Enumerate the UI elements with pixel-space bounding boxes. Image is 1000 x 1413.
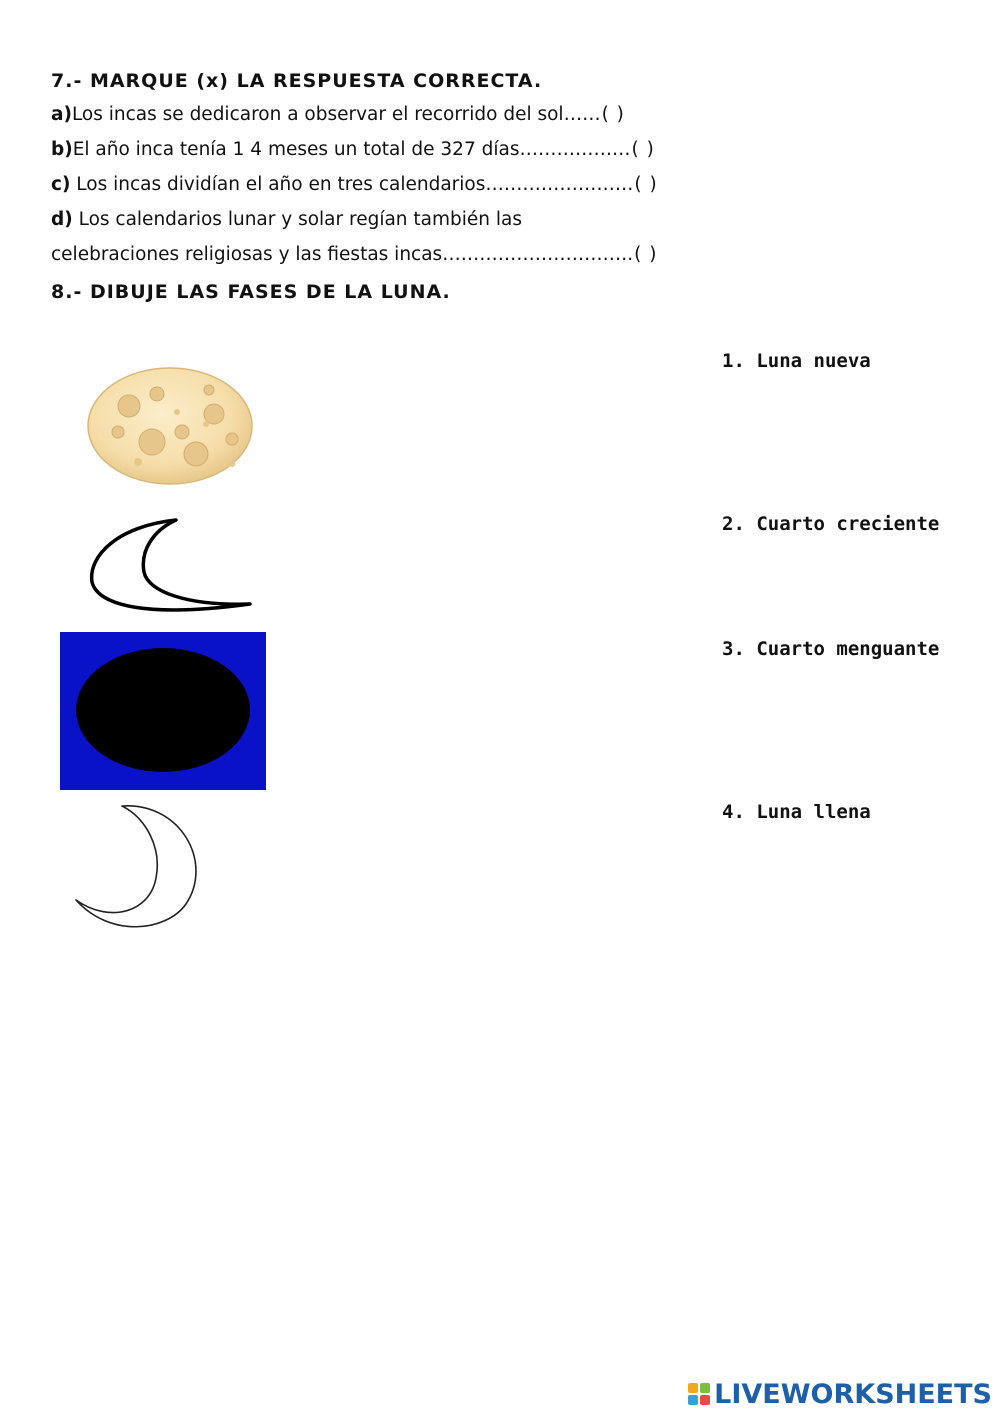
question-d-continuation-text: celebraciones religiosas y las fiestas incas xyxy=(51,244,443,265)
question-a xyxy=(51,103,625,127)
answer-box-a[interactable]: ( ) xyxy=(601,104,625,125)
question-c-dots: …………………… xyxy=(485,174,634,195)
crescent-moon-icon[interactable] xyxy=(88,516,258,620)
question-b-letter: b) xyxy=(51,139,73,160)
question-b-dots: ……………… xyxy=(519,139,631,160)
question-b xyxy=(51,138,655,162)
liveworksheets-logo-icon xyxy=(688,1383,710,1405)
question-a-text: Los incas se dedicaron a observar el recorrido del sol xyxy=(71,104,564,125)
answer-box-c[interactable]: ( ) xyxy=(634,174,658,195)
phase-label-luna-llena[interactable]: 4. Luna llena xyxy=(722,801,871,823)
question-c-text: Los incas dividían el año en tres calendarios xyxy=(70,174,486,195)
answer-box-d[interactable]: ( ) xyxy=(634,244,658,265)
section-8-title: 8.- DIBUJE LAS FASES DE LA LUNA. xyxy=(51,281,451,303)
question-c xyxy=(51,173,658,197)
question-a-letter: a) xyxy=(51,104,72,125)
phase-label-luna-nueva[interactable]: 1. Luna nueva xyxy=(722,350,871,372)
liveworksheets-logo xyxy=(688,1378,992,1410)
liveworksheets-brand-text: LIVEWORKSHEETS xyxy=(714,1378,992,1410)
question-c-letter: c) xyxy=(51,174,71,195)
question-b-text: El año inca tenía 1 4 meses un total de 327 días xyxy=(72,139,520,160)
question-a-dots: …… xyxy=(563,104,601,125)
question-d-continuation xyxy=(51,243,657,267)
answer-box-b[interactable]: ( ) xyxy=(631,139,655,160)
full-moon-icon[interactable] xyxy=(82,364,258,488)
question-d xyxy=(51,208,522,232)
question-d-letter: d) xyxy=(51,209,73,230)
phase-label-cuarto-menguante[interactable]: 3. Cuarto menguante xyxy=(722,638,940,660)
phase-label-cuarto-creciente[interactable]: 2. Cuarto creciente xyxy=(722,513,940,535)
new-moon-icon[interactable] xyxy=(60,632,266,790)
waning-moon-icon[interactable] xyxy=(70,802,206,936)
question-d-text: Los calendarios lunar y solar regían también las xyxy=(78,209,522,230)
question-d-dots: …………………………. xyxy=(442,244,634,265)
section-7-title: 7.- MARQUE (x) LA RESPUESTA CORRECTA. xyxy=(51,70,543,92)
